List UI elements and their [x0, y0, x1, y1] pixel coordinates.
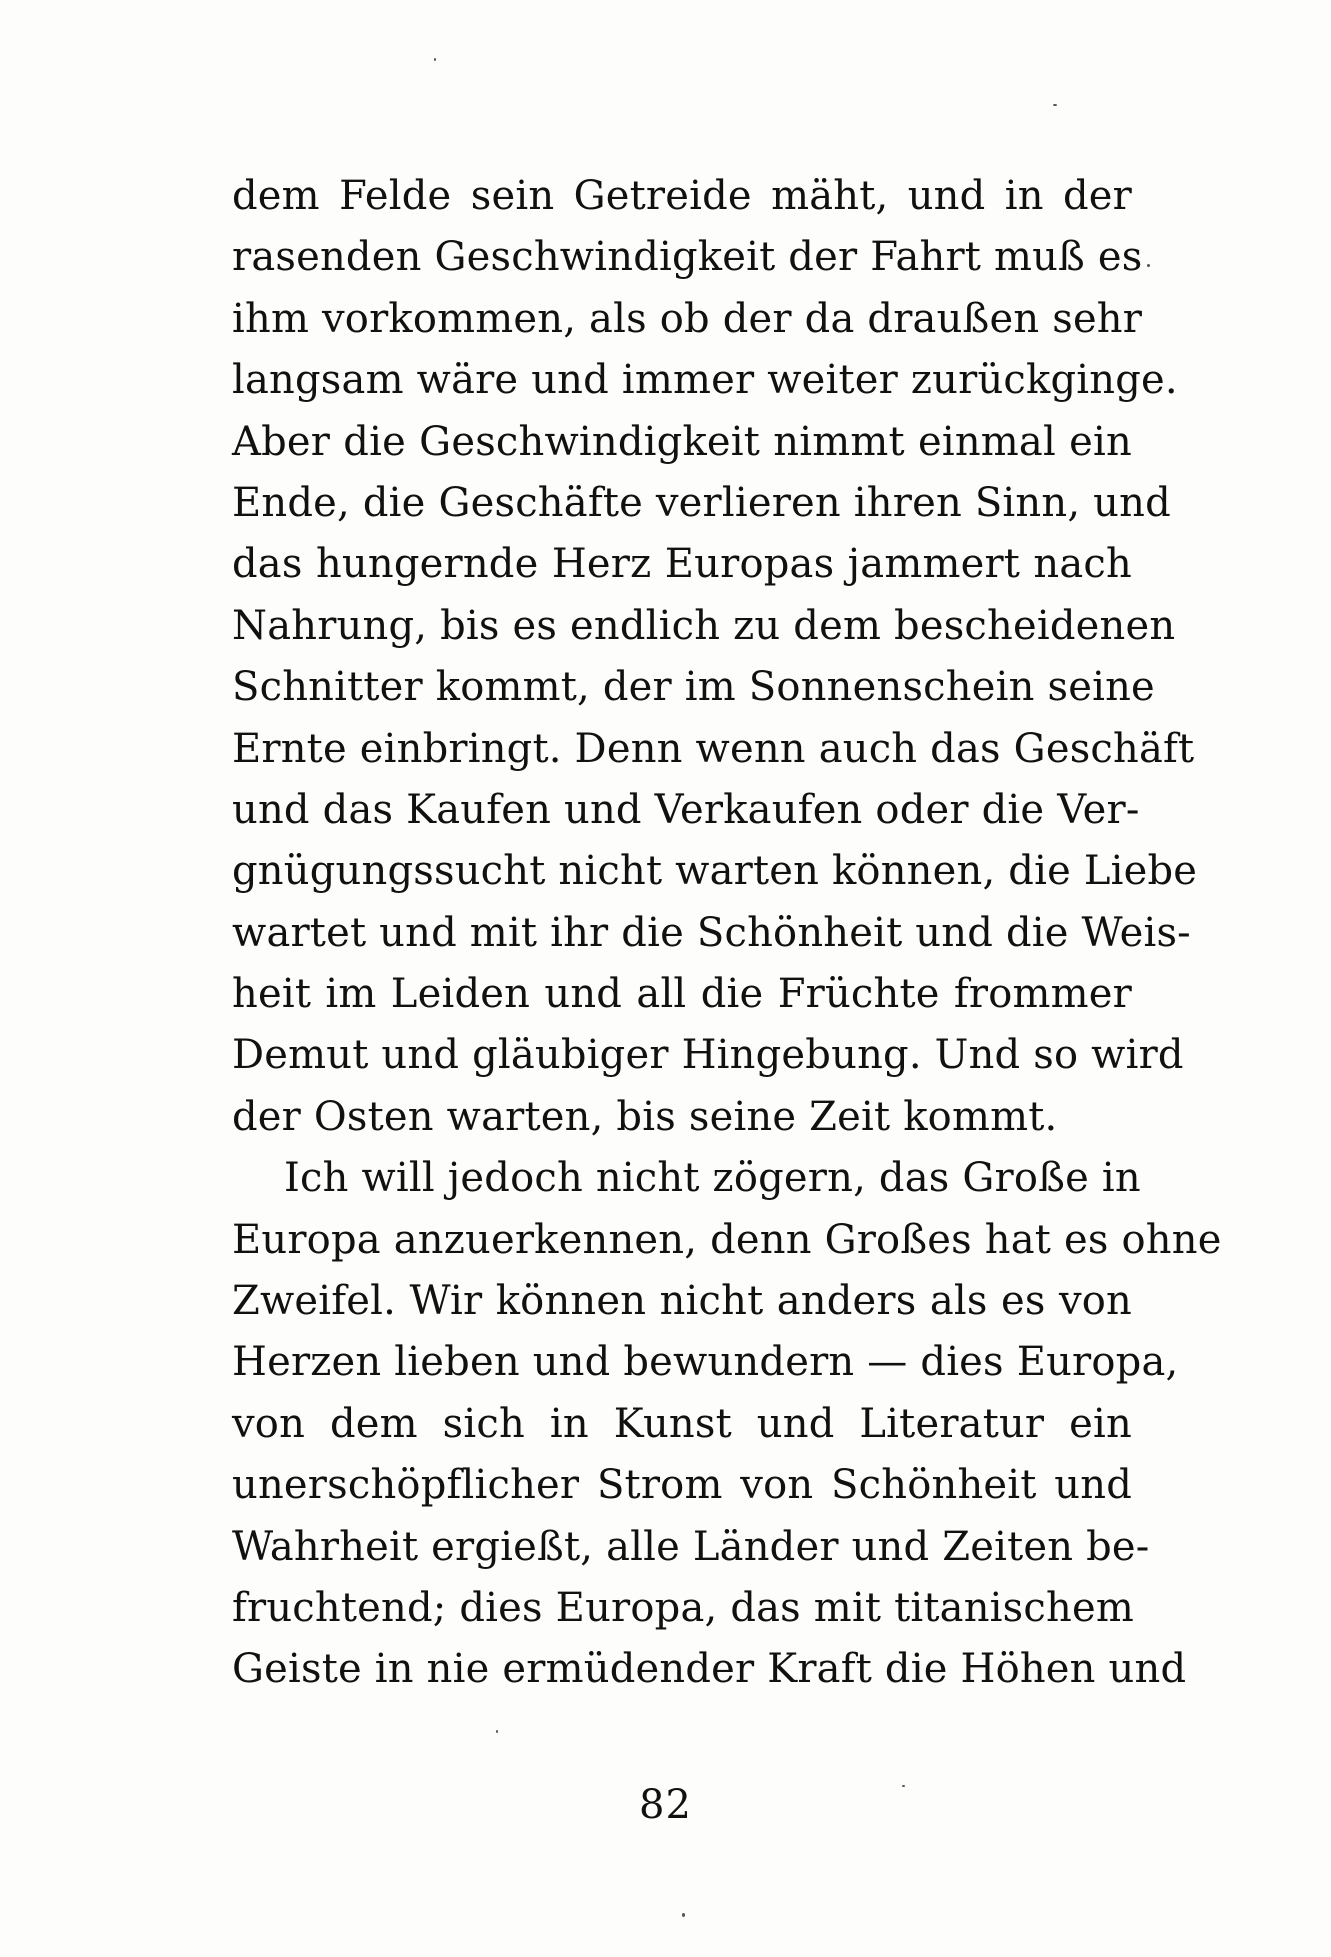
text-line: wartet und mit ihr die Schönheit und die Weis-	[232, 909, 1191, 956]
text-line: unerschöpflicher Strom von Schönheit und	[232, 1462, 1132, 1509]
scan-speck	[1147, 264, 1150, 267]
text-line: Europa anzuerkennen, denn Großes hat es ohne	[232, 1216, 1222, 1263]
text-line: dem Felde sein Getreide mäht, und in der	[232, 173, 1132, 219]
text-line: Geiste in nie ermüdender Kraft die Höhen und	[232, 1646, 1187, 1693]
text-line: Ernte einbringt. Denn wenn auch das Geschäft	[232, 725, 1195, 772]
scan-speck	[682, 1913, 685, 1917]
text-line: von dem sich in Kunst und Literatur ein	[232, 1400, 1132, 1447]
text-line: heit im Leiden und all die Früchte frommer	[232, 971, 1132, 1018]
text-line: Ich will jedoch nicht zögern, das Große in	[284, 1155, 1141, 1202]
text-line: Zweifel. Wir können nicht anders als es von	[232, 1278, 1132, 1325]
text-line: fruchtend; dies Europa, das mit titanischem	[232, 1584, 1134, 1631]
scan-speck	[1053, 104, 1057, 106]
paragraph-2	[232, 1148, 1222, 1701]
text-line: Nahrung, bis es endlich zu dem bescheidenen	[232, 602, 1176, 649]
text-line: der Osten warten, bis seine Zeit kommt.	[232, 1093, 1058, 1140]
text-line: gnügungssucht nicht warten können, die Liebe	[232, 848, 1198, 895]
text-line: Aber die Geschwindigkeit nimmt einmal ein	[232, 418, 1132, 465]
text-line: rasenden Geschwindigkeit der Fahrt muß es	[232, 234, 1143, 281]
text-line: und das Kaufen und Verkaufen oder die Ver-	[232, 786, 1140, 833]
text-line: Demut und gläubiger Hingebung. Und so wird	[232, 1032, 1184, 1079]
scan-speck	[902, 1785, 905, 1787]
paragraph-1	[232, 166, 1198, 1148]
body-text	[232, 166, 1222, 1701]
text-line: langsam wäre und immer weiter zurückginge.	[232, 357, 1178, 404]
text-line: ihm vorkommen, als ob der da draußen sehr	[232, 295, 1143, 342]
text-line: Schnitter kommt, der im Sonnenschein seine	[232, 664, 1155, 711]
scan-speck	[434, 58, 436, 61]
page-number: 82	[639, 1782, 692, 1828]
text-line: Herzen lieben und bewundern — dies Europa,	[232, 1339, 1179, 1386]
scan-speck	[496, 1730, 498, 1733]
text-line: Ende, die Geschäfte verlieren ihren Sinn, und	[232, 479, 1171, 526]
text-line: das hungernde Herz Europas jammert nach	[232, 541, 1132, 588]
text-line: Wahrheit ergießt, alle Länder und Zeiten be-	[232, 1523, 1150, 1570]
